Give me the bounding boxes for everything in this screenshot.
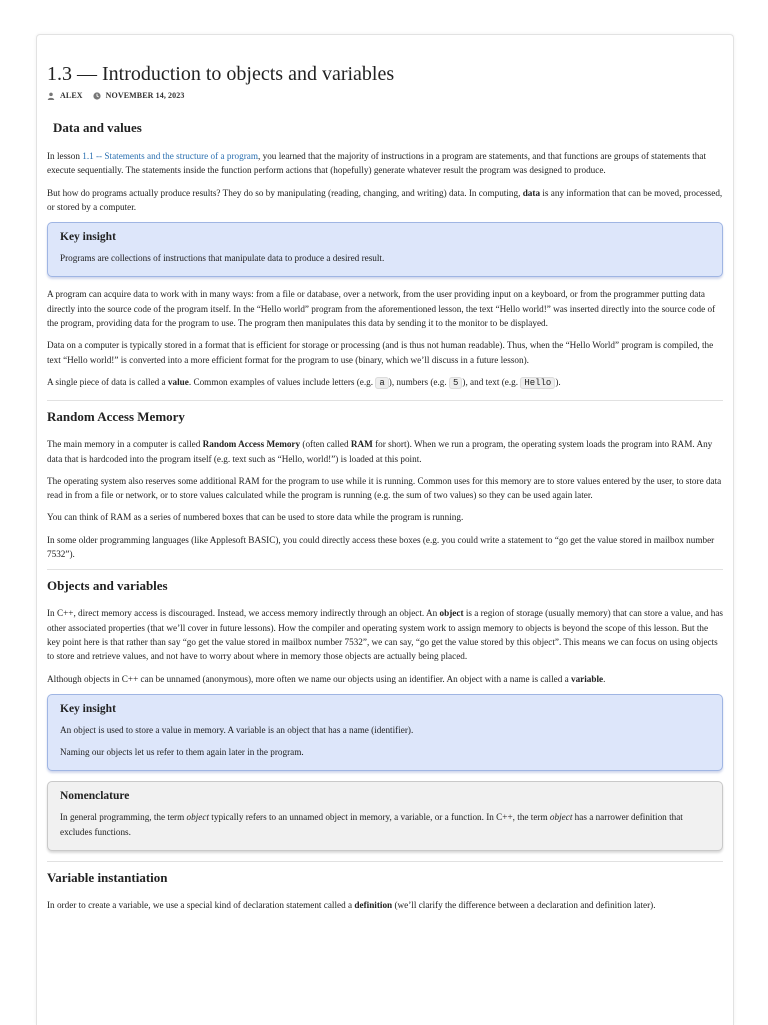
paragraph: You can think of RAM as a series of numbered boxes that can be used to store data while the program is running. xyxy=(47,512,464,523)
key-insight-title: Key insight xyxy=(60,231,116,244)
section-heading-variable-instantiation: Variable instantiation xyxy=(47,861,723,886)
clock-icon xyxy=(93,92,101,100)
lesson-link[interactable]: 1.1 -- Statements and the structure of a program xyxy=(82,151,259,161)
paragraph: Data on a computer is typically stored in a format that is efficient for storage or processing (and is thus not human readable). Thus, when the “Hello World” program is compiled, the text “Hello world!” is converted into a more efficient format for the program to use (binary, which we’ll discuss in a future lesson). xyxy=(47,340,714,365)
paragraph: Although objects in C++ can be unnamed (anonymous), more often we name our objects using an identifier. An object with a name is called a variable. xyxy=(47,673,606,684)
page-title: 1.3 — Introduction to objects and variables xyxy=(47,63,395,85)
code-number: 5 xyxy=(449,377,462,389)
paragraph: The main memory in a computer is called Random Access Memory (often called RAM for short). When we run a program, the operating system loads the program into RAM. Any data that is hardcoded into the program itself (e.g. text such as “Hello, world!”) is loaded at this point. xyxy=(47,439,713,464)
article-content xyxy=(47,61,723,920)
user-icon xyxy=(47,92,55,100)
date-meta xyxy=(93,91,185,100)
key-insight-box xyxy=(47,694,723,772)
key-insight-text: An object is used to store a value in memory. A variable is an object that has a name (identifier). xyxy=(60,724,414,735)
key-insight-text: Naming our objects let us refer to them again later in the program. xyxy=(60,747,304,758)
key-insight-text: Programs are collections of instructions that manipulate data to produce a desired result. xyxy=(60,253,385,264)
author-name[interactable]: ALEX xyxy=(60,91,83,100)
code-letter: a xyxy=(375,377,388,389)
key-insight-box xyxy=(47,222,723,277)
paragraph: In order to create a variable, we use a special kind of declaration statement called a definition (we’ll clarify the difference between a declaration and definition later). xyxy=(47,900,656,911)
paragraph: A program can acquire data to work with in many ways: from a file or database, over a network, from the user providing input on a keyboard, or from the programmer putting data directly into the source code of the program itself. In the “Hello world” program from the aforementioned lesson, the text “Hello world!” was inserted directly into the source code of the program, providing data for the program to use. The program then manipulates this data by sending it to the monitor to be displayed. xyxy=(47,289,716,329)
nomenclature-text: In general programming, the term object typically refers to an unnamed object in memory, a variable, or a function. In C++, the term object has a narrower definition that excludes functions. xyxy=(60,812,683,837)
publish-date: NOVEMBER 14, 2023 xyxy=(105,91,185,100)
paragraph: In lesson 1.1 -- Statements and the structure of a program, you learned that the majority of instructions in a program are statements, and that functions are groups of statements that execute sequentially. The statements inside the function perform actions that (hopefully) generate whatever result the program was designed to produce. xyxy=(47,151,707,176)
key-insight-title: Key insight xyxy=(60,702,116,715)
paragraph: But how do programs actually produce results? They do so by manipulating (reading, changing, and writing) data. In computing, data is any information that can be moved, processed, or stored by a computer. xyxy=(47,187,723,212)
article-card xyxy=(36,34,734,1025)
nomenclature-title: Nomenclature xyxy=(60,790,130,803)
section-heading-data-and-values: Data and values xyxy=(53,120,142,135)
paragraph: In C++, direct memory access is discouraged. Instead, we access memory indirectly through an object. An object is a region of storage (usually memory) that can store a value, and has other associated properties (that we’ll cover in future lessons). How the compiler and operating system work to assign memory to objects is beyond the scope of this lesson. But the key point here is that rather than say “go get the value stored in mailbox number 7532”, we can say, “go get the value stored by this object”. This means we can focus on using objects to store and retrieve values, and not have to worry about where in memory those objects are actually being placed. xyxy=(47,608,723,662)
author-meta xyxy=(47,91,83,100)
section-heading-ram: Random Access Memory xyxy=(47,400,723,425)
article-meta xyxy=(47,91,723,100)
paragraph: A single piece of data is called a value. Common examples of values include letters (e.g. a ), numbers (e.g. 5 ), and text (e.g. Hello ). xyxy=(47,376,561,388)
paragraph: In some older programming languages (like Applesoft BASIC), you could directly access these boxes (e.g. you could write a statement to “go get the value stored in mailbox number 7532”). xyxy=(47,534,715,560)
nomenclature-box xyxy=(47,781,723,851)
section-heading-objects-and-variables: Objects and variables xyxy=(47,569,723,594)
paragraph: The operating system also reserves some additional RAM for the program to use while it is running. Common uses for this memory are to store values entered by the user, to store data read in from a file or network, or to store values calculated while the program is running (e.g. the sum of two values) so they can be used again later. xyxy=(47,475,722,501)
code-text: Hello xyxy=(520,377,555,389)
